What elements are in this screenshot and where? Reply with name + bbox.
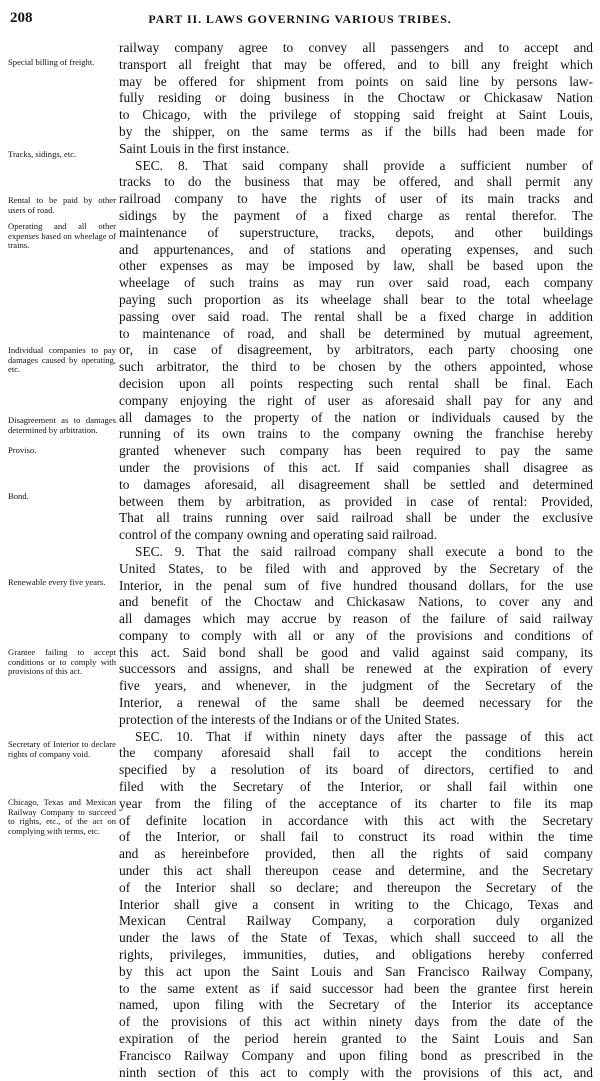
text-line: five years, and whenever, in the judgment of the Secretary of the bbox=[119, 678, 593, 694]
text-line: railway company agree to convey all passengers and to accept and bbox=[119, 40, 593, 55]
section-heading-line: SEC. 9. That the said railroad company shall execute a bond to the bbox=[135, 543, 593, 559]
text-line: protection of the interests of the Indians or of the United States. bbox=[119, 711, 460, 727]
text-line: Interior shall give a consent in writing to the Chicago, Texas and bbox=[119, 896, 593, 912]
margin-note: Rental to be paid by other users of road. bbox=[8, 195, 116, 215]
text-line: year from the filing of the acceptance of its charter to file its map bbox=[119, 795, 593, 811]
text-line: United States, to be filed with and approved by the Secretary of the bbox=[119, 560, 593, 576]
margin-note: Operating and all other expenses based on wheelage of trains. bbox=[8, 221, 116, 250]
margin-note: Grantee failing to accept conditions or to comply with provisions of this act. bbox=[8, 647, 116, 676]
text-line: passing over said road. The rental shall be a fixed charge in addition bbox=[119, 308, 593, 324]
text-line: running of its own trains to the company owning the franchise hereby bbox=[119, 426, 593, 442]
margin-note: Tracks, sidings, etc. bbox=[8, 149, 77, 159]
margin-note: Chicago, Texas and Mexican Railway Company to succeed to rights, etc., of the act on complying with terms, etc. bbox=[8, 797, 116, 836]
text-line: to the same extent as if said successor had been the grantee first herein bbox=[119, 980, 593, 996]
margin-note: Bond. bbox=[8, 491, 29, 501]
text-line: successors and assigns, and shall be renewed at the expiration of every bbox=[119, 661, 593, 677]
text-line: filed with the Secretary of the Interior, or shall fail within one bbox=[119, 779, 593, 795]
text-line: by this act upon the Saint Louis and San Francisco Railway Company, bbox=[119, 963, 593, 979]
text-line: such arbitrator, the third to be chosen by the others appointed, whose bbox=[119, 359, 593, 375]
text-line: under this act shall thereupon cease and determine, and the Secretary bbox=[119, 863, 593, 879]
text-line: railroad company to have the rights of user of its main tracks and bbox=[119, 191, 593, 207]
text-line: other expenses as may be imposed by law, shall be based upon the bbox=[119, 258, 593, 274]
text-line: the company aforesaid shall fail to accept the conditions herein bbox=[119, 745, 593, 761]
text-line: all damages to the property of the nation or individuals caused by the bbox=[119, 409, 593, 425]
margin-notes bbox=[0, 0, 118, 968]
text-line: of the Interior shall so declare; and thereupon the Secretary of the bbox=[119, 879, 593, 895]
text-line: of the Interior, or shall fail to construct its road within the time bbox=[119, 829, 593, 845]
text-line: company to comply with all or any of the provisions and conditions of bbox=[119, 627, 593, 643]
text-line: of the provisions of this act within ninety days from the date of the bbox=[119, 1014, 593, 1030]
text-line: under the laws of the State of Texas, which shall succeed to all the bbox=[119, 930, 593, 946]
text-line: ninth section of this act to comply with the provisions of this act, and bbox=[119, 1064, 593, 1080]
text-line: between them by arbitration, as provided in case of rental: Provided, bbox=[119, 493, 593, 509]
margin-note: Renewable every five years. bbox=[8, 577, 106, 587]
text-line: fully residing or doing business in the Choctaw or Chickasaw Nation bbox=[119, 90, 593, 106]
text-line: may be offered for shipment from points on said line by persons law- bbox=[119, 73, 593, 89]
margin-note: Proviso. bbox=[8, 445, 37, 455]
text-line: wheelage of such trains as may run over said road, each company bbox=[119, 275, 593, 291]
margin-note: Disagreement as to damages determined by arbitration. bbox=[8, 415, 116, 435]
text-line: or, in case of disagreement, by arbitrators, each party choosing one bbox=[119, 342, 593, 358]
text-line: by the shipper, on the same terms as if the bills had been made for bbox=[119, 123, 593, 139]
text-line: Francisco Railway Company and upon filing bond as prescribed in the bbox=[119, 1047, 593, 1063]
section-heading-line: SEC. 8. That said company shall provide a sufficient number of bbox=[135, 157, 593, 173]
text-line: sidings by the payment of a fixed charge as rental therefor. The bbox=[119, 207, 593, 223]
text-line: named, upon filing with the Secretary of the Interior its acceptance bbox=[119, 997, 593, 1013]
text-line: this act. Said bond shall be good and valid against said company, its bbox=[119, 644, 593, 660]
text-line: That all trains running over said railroad shall be under the exclusive bbox=[119, 510, 593, 526]
text-line: and as hereinbefore provided, then all the rights of said company bbox=[119, 846, 593, 862]
text-line: paying such proportion as its wheelage shall bear to the total wheelage bbox=[119, 291, 593, 307]
text-line: and benefit of the Choctaw and Chickasaw Nations, to cover any and bbox=[119, 594, 593, 610]
text-line: expiration of the period herein granted to the Saint Louis and San bbox=[119, 1031, 593, 1047]
text-line: maintenance of superstructure, tracks, depots, and other buildings bbox=[119, 224, 593, 240]
text-line: control of the company owning and operating said railroad. bbox=[119, 527, 437, 543]
margin-note: Individual companies to pay damages caused by operating, etc. bbox=[8, 345, 116, 374]
text-line: granted whenever such company has been required to pay the same bbox=[119, 443, 593, 459]
text-line: transport all freight that may be offered, and to bill any freight which bbox=[119, 56, 593, 72]
text-line: decision upon all points respecting such rental shall be final. Each bbox=[119, 375, 593, 391]
body-text bbox=[119, 40, 593, 1081]
section-heading-line: SEC. 10. That if within ninety days after the passage of this act bbox=[135, 728, 593, 744]
text-line: and appurtenances, and of stations and operating expenses, and such bbox=[119, 241, 593, 257]
page-number: 208 bbox=[10, 10, 33, 26]
margin-note: Special billing of freight. bbox=[8, 57, 95, 67]
text-line: all damages which may accrue by reason of the failure of said railway bbox=[119, 611, 593, 627]
margin-note: Secretary of Interior to declare rights of company void. bbox=[8, 739, 116, 759]
text-line: company enjoying the right of user as aforesaid shall pay for any and bbox=[119, 392, 593, 408]
text-line: to maintenance of road, and shall be determined by mutual agreement, bbox=[119, 325, 593, 341]
text-line: specified by a resolution of its board of directors, certified to and bbox=[119, 762, 593, 778]
text-line: tracks to do the business that may be offered, and shall permit any bbox=[119, 174, 593, 190]
text-line: under the provisions of this act. If said companies shall disagree as bbox=[119, 459, 593, 475]
text-line: Interior, in the penal sum of five hundred thousand dollars, for the use bbox=[119, 577, 593, 593]
text-line: of definite location in accordance with this act with the Secretary bbox=[119, 812, 593, 828]
text-line: to damages aforesaid, all disagreement shall be settled and determined bbox=[119, 476, 593, 492]
text-line: to Chicago, with the privilege of stopping said freight at Saint Louis, bbox=[119, 107, 593, 123]
text-line: rights, privileges, immunities, duties, and obligations hereby conferred bbox=[119, 947, 593, 963]
text-line: Mexican Central Railway Company, a corporation duly organized bbox=[119, 913, 593, 929]
text-line: Interior, a renewal of the same shall be deemed necessary for the bbox=[119, 695, 593, 711]
running-title: PART II. LAWS GOVERNING VARIOUS TRIBES. bbox=[148, 12, 452, 26]
text-line: Saint Louis in the first instance. bbox=[119, 140, 290, 156]
